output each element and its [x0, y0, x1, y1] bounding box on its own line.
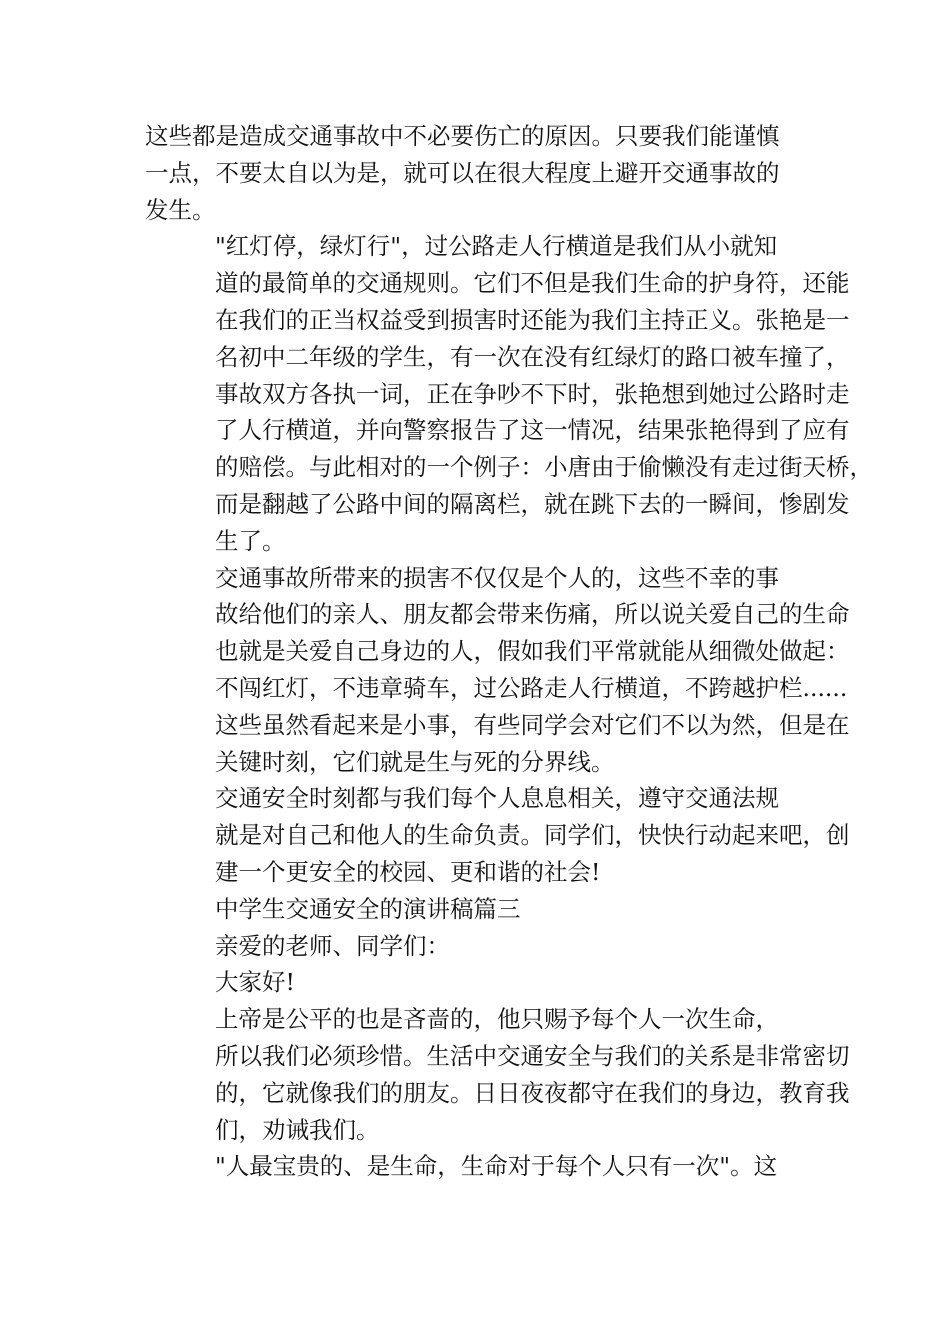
text-line: 的，它就像我们的朋友。日日夜夜都守在我们的身边，教育我 — [215, 1078, 850, 1107]
text-line: 故给他们的亲人、朋友都会带来伤痛，所以说关爱自己的生命 — [215, 600, 850, 629]
text-line: 一点，不要太自以为是，就可以在很大程度上避开交通事故的 — [145, 158, 780, 187]
text-line: 这些虽然看起来是小事，有些同学会对它们不以为然，但是在 — [215, 710, 850, 739]
text-line: 上帝是公平的也是吝啬的，他只赐予每个人一次生命， — [215, 1005, 779, 1034]
paragraph — [145, 928, 795, 965]
text-line: 的赔偿。与此相对的一个例子：小唐由于偷懒没有走过街天桥， — [215, 453, 873, 482]
text-line: 关键时刻，它们就是生与死的分界线。 — [215, 747, 615, 776]
paragraph — [145, 1148, 795, 1185]
text-line: 不闯红灯，不违章骑车，过公路走人行横道，不跨越护栏...... — [215, 673, 848, 702]
document-body — [145, 118, 873, 1185]
paragraph — [145, 560, 850, 781]
text-line: 发生。 — [145, 195, 216, 224]
paragraph — [145, 1001, 850, 1148]
text-line: 就是对自己和他人的生命负责。同学们，快快行动起来吧，创 — [215, 821, 850, 850]
paragraph — [145, 780, 850, 890]
text-line: 了人行横道，并向警察报告了这一情况，结果张艳得到了应有 — [215, 416, 850, 445]
text-line: 事故双方各执一词，正在争吵不下时，张艳想到她过公路时走 — [215, 379, 850, 408]
text-line: 而是翻越了公路中间的隔离栏，就在跳下去的一瞬间，惨剧发 — [215, 489, 850, 518]
text-line: "红灯停，绿灯行"，过公路走人行横道是我们从小就知 — [215, 232, 778, 261]
text-line: 建一个更安全的校园、更和谐的社会! — [215, 857, 601, 886]
text-line: 交通事故所带来的损害不仅仅是个人的，这些不幸的事 — [215, 563, 779, 592]
text-line: 这些都是造成交通事故中不必要伤亡的原因。只要我们能谨慎 — [145, 122, 780, 150]
text-line: 名初中二年级的学生，有一次在没有红绿灯的路口被车撞了， — [215, 342, 850, 371]
text-line: 交通安全时刻都与我们每个人息息相关，遵守交通法规 — [215, 784, 779, 813]
text-line: 中学生交通安全的演讲稿篇三 — [215, 894, 521, 923]
paragraph — [145, 118, 795, 228]
text-line: 道的最简单的交通规则。它们不但是我们生命的护身符，还能 — [215, 269, 850, 298]
paragraph — [145, 891, 795, 928]
text-line: 生了。 — [215, 526, 286, 555]
document-page — [145, 118, 873, 1185]
text-line: 们，劝诫我们。 — [215, 1115, 380, 1144]
paragraph — [145, 964, 795, 1001]
text-line: 也就是关爱自己身边的人，假如我们平常就能从细微处做起： — [215, 637, 850, 666]
text-line: 在我们的正当权益受到损害时还能为我们主持正义。张艳是一 — [215, 305, 850, 334]
text-line: "人最宝贵的、是生命，生命对于每个人只有一次"。这 — [215, 1152, 778, 1181]
text-line: 大家好! — [215, 968, 295, 997]
text-line: 亲爱的老师、同学们： — [215, 931, 450, 960]
paragraph — [145, 228, 873, 559]
text-line: 所以我们必须珍惜。生活中交通安全与我们的关系是非常密切 — [215, 1041, 850, 1070]
